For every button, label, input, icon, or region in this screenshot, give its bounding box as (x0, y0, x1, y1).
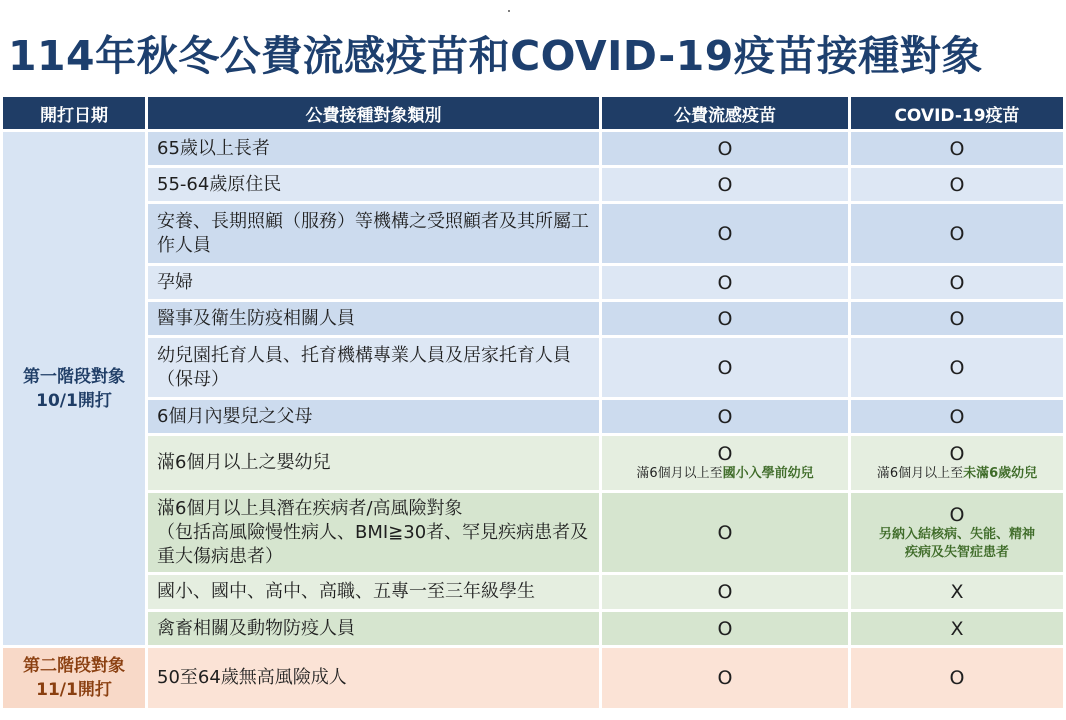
stage2-date: 11/1開打 (36, 680, 112, 700)
decorative-dot (508, 10, 510, 12)
covid-mark: O (851, 266, 1063, 299)
category-cell: 50至64歲無高風險成人 (148, 648, 599, 708)
stage1-date: 10/1開打 (36, 390, 112, 411)
flu-mark: O (602, 612, 848, 645)
eligibility-table (0, 94, 1066, 711)
table-row (3, 436, 1063, 490)
covid-note: 另納入結核病、失能、精神 (878, 526, 1035, 542)
table-row (3, 648, 1063, 708)
covid-mark: O (851, 302, 1063, 335)
stage1-label: 第一階段對象 (23, 366, 125, 387)
category-cell: 65歲以上長者 (148, 132, 599, 165)
flu-mark: O (602, 204, 848, 263)
flu-mark: O (602, 493, 848, 572)
table-row (3, 612, 1063, 645)
header-covid: COVID-19疫苗 (851, 97, 1063, 129)
table-row (3, 168, 1063, 201)
stage2-cell (3, 648, 145, 708)
table-row (3, 302, 1063, 335)
flu-mark: O (602, 338, 848, 397)
header-date: 開打日期 (3, 97, 145, 129)
covid-mark: O 另納入結核病、失能、精神 疾病及失智症患者 (851, 493, 1063, 572)
header-flu: 公費流感疫苗 (602, 97, 848, 129)
covid-mark: O (851, 168, 1063, 201)
category-cell: 禽畜相關及動物防疫人員 (148, 612, 599, 645)
table-row (3, 132, 1063, 165)
covid-mark: O (851, 338, 1063, 397)
category-cell: 滿6個月以上之嬰幼兒 (148, 436, 599, 490)
category-cell: 安養、長期照顧（服務）等機構之受照顧者及其所屬工作人員 (148, 204, 599, 263)
category-cell: 滿6個月以上具潛在疾病者/高風險對象 （包括高風險慢性病人、BMI≧30者、罕見疾病患者及重大傷病患者） (148, 493, 599, 572)
header-category: 公費接種對象類別 (148, 97, 599, 129)
page-title: 114年秋冬公費流感疫苗和COVID-19疫苗接種對象 (8, 32, 983, 80)
covid-note: 滿6個月以上至未滿6歲幼兒 (876, 466, 1038, 481)
table-row (3, 204, 1063, 263)
flu-mark: O (602, 302, 848, 335)
table-row (3, 575, 1063, 609)
table-row (3, 400, 1063, 433)
covid-mark: O 滿6個月以上至未滿6歲幼兒 (851, 436, 1063, 490)
covid-mark: O (851, 648, 1063, 708)
covid-note: 疾病及失智症患者 (904, 544, 1009, 560)
table-row (3, 338, 1063, 397)
covid-mark: X (851, 575, 1063, 609)
flu-note: 滿6個月以上至國小入學前幼兒 (636, 466, 814, 481)
table-row (3, 266, 1063, 299)
flu-mark: O (602, 168, 848, 201)
covid-mark: O (851, 132, 1063, 165)
category-cell: 醫事及衛生防疫相關人員 (148, 302, 599, 335)
flu-mark: O 滿6個月以上至國小入學前幼兒 (602, 436, 848, 490)
category-cell: 6個月內嬰兒之父母 (148, 400, 599, 433)
category-cell: 幼兒園托育人員、托育機構專業人員及居家托育人員（保母） (148, 338, 599, 397)
stage2-label: 第二階段對象 (23, 656, 125, 676)
stage1-cell (3, 132, 145, 645)
category-cell: 孕婦 (148, 266, 599, 299)
flu-mark: O (602, 132, 848, 165)
flu-mark: O (602, 266, 848, 299)
table-row (3, 493, 1063, 572)
category-cell: 國小、國中、高中、高職、五專一至三年級學生 (148, 575, 599, 609)
flu-mark: O (602, 575, 848, 609)
flu-mark: O (602, 400, 848, 433)
table-header-row (3, 97, 1063, 129)
covid-mark: O (851, 204, 1063, 263)
category-cell: 55-64歲原住民 (148, 168, 599, 201)
flu-mark: O (602, 648, 848, 708)
covid-mark: O (851, 400, 1063, 433)
covid-mark: X (851, 612, 1063, 645)
